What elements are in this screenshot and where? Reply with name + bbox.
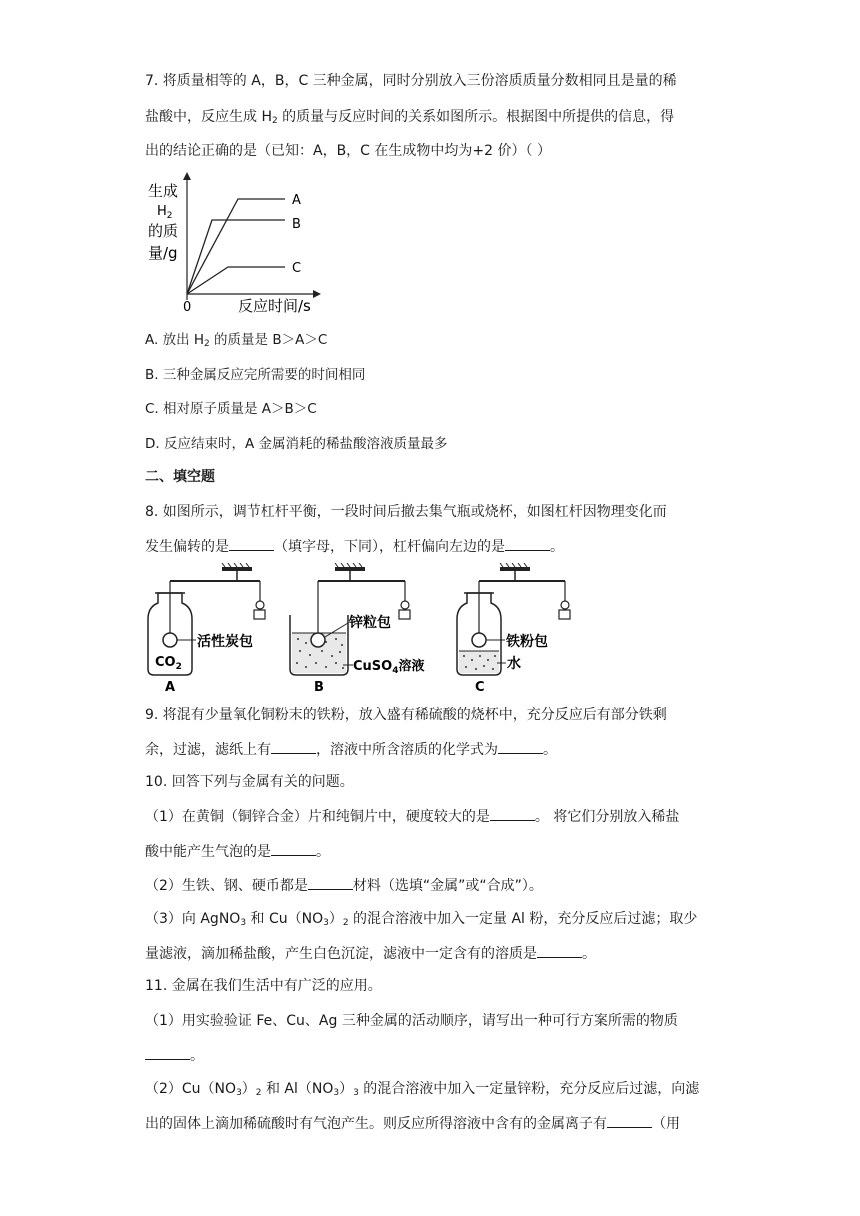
svg-text:C: C [475, 680, 485, 695]
ylabel-1: 生成 [148, 182, 179, 200]
q7-line3: 出的结论正确的是（已知：A，B，C 在生成物中均为+2 价）（ ） [145, 143, 551, 159]
q9-line1: 9. 将混有少量氧化铜粉末的铁粉，放入盛有稀硫酸的烧杯中，充分反应后有部分铁剩 [145, 707, 667, 723]
ylabel-4: 量/g [148, 244, 178, 262]
q7-line2: 盐酸中，反应生成 $H_2$ 的质量与反应时间的关系如图所示。根据图中所提供的信息，得 [145, 109, 675, 126]
section-heading: 二、填空题 [145, 469, 215, 485]
curve-a-label: A [292, 193, 301, 208]
answer-blank [498, 739, 543, 754]
q10-part1-line1: （1）在黄铜（铜锌合金）片和纯铜片中，硬度较大的是 。 将它们分别放入稀盐 [145, 806, 679, 827]
q7-line1: 7. 将质量相等的 A，B，C 三种金属，同时分别放入三份溶质质量分数相同且是量的稀 [145, 73, 677, 89]
q11-line1: 11. 金属在我们生活中有广泛的应用。 [145, 978, 382, 994]
svg-text:A: A [165, 680, 176, 695]
apparatus-a [148, 563, 265, 695]
svg-text:CO2: $CO_2$ [155, 655, 182, 672]
q11-part1-line1: （1）用实验验证 Fe、Cu、Ag 三种金属的活动顺序，请写出一种可行方案所需的物质 [145, 1013, 678, 1029]
curve-c-label: C [292, 261, 302, 276]
q8-line1: 8. 如图所示，调节杠杆平衡，一段时间后撤去集气瓶或烧杯，如图杠杆因物理变化而 [145, 504, 667, 520]
answer-blank [537, 943, 582, 958]
q10-part2: （2）生铁、钢、硬币都是 材料（选填“金属”或“合成”）。 [145, 875, 543, 896]
q7-option-c: C. 相对原子质量是 A＞B＞C [145, 401, 317, 417]
q10-part3-line2: 量滤液，滴加稀盐酸，产生白色沉淀，滤液中一定含有的溶质是 。 [145, 943, 596, 964]
origin-label: 0 [183, 300, 192, 315]
apparatus-b [290, 563, 425, 695]
q10-part3-line1: （3）向 AgNO$_3$ 和 $Cu(NO_3)_2$ 的混合溶液中加入一定量 Al 粉，充分反应后过滤；取少 [145, 911, 698, 928]
svg-text:铁粉包: 铁粉包 [506, 634, 548, 650]
xlabel: 反应时间/s [238, 297, 311, 315]
answer-blank [490, 806, 535, 821]
svg-text:水: 水 [507, 656, 521, 672]
curve-b [187, 220, 285, 294]
answer-blank [308, 875, 353, 890]
q7-option-d: D. 反应结束时，A 金属消耗的稀盐酸溶液质量最多 [145, 436, 448, 452]
y-axis-arrow [183, 172, 191, 180]
curve-a [187, 199, 285, 294]
ylabel-3: 的质 [148, 222, 179, 240]
apparatus-c [457, 563, 570, 695]
svg-text:CuSO4溶液: CuSO$_4$溶液 [353, 659, 425, 676]
q8-line2: 发生偏转的是 （填字母，下同），杠杆偏向左边的是 。 [145, 536, 564, 557]
q8-figure [140, 563, 600, 696]
q11-part2-line1: $(2)Cu(NO_3)_2$ 和 $Al(NO_3)_3$ 的混合溶液中加入一定量锌粉，充分反应后过滤，向滤 [145, 1081, 700, 1098]
q7-option-a: A. 放出 $H_2$ 的质量是 B＞A＞C [145, 332, 328, 349]
q11-part1-line2: 。 [145, 1045, 204, 1066]
q10-line1: 10. 回答下列与金属有关的问题。 [145, 774, 354, 790]
q9-line2: 余，过滤，滤纸上有 ，溶液中所含溶质的化学式为 。 [145, 739, 557, 760]
x-axis-arrow [313, 290, 321, 298]
answer-blank [271, 841, 316, 856]
answer-blank [505, 536, 550, 551]
answer-blank [145, 1045, 190, 1060]
q7-graph [140, 170, 330, 315]
curve-c [187, 267, 285, 294]
curve-b-label: B [292, 217, 301, 232]
svg-text:B: B [314, 680, 324, 695]
ylabel-2: $H_2$ [157, 204, 173, 221]
answer-blank [607, 1113, 652, 1128]
svg-text:活性炭包: 活性炭包 [197, 634, 253, 650]
answer-blank [271, 739, 316, 754]
svg-text:锌粒包: 锌粒包 [349, 615, 391, 631]
q7-option-b: B. 三种金属反应完所需要的时间相同 [145, 367, 366, 383]
answer-blank [229, 536, 274, 551]
q11-part2-line2: 出的固体上滴加稀硫酸时有气泡产生。则反应所得溶液中含有的金属离子有 （用 [145, 1113, 680, 1134]
q10-part1-line2: 酸中能产生气泡的是 。 [145, 841, 330, 862]
